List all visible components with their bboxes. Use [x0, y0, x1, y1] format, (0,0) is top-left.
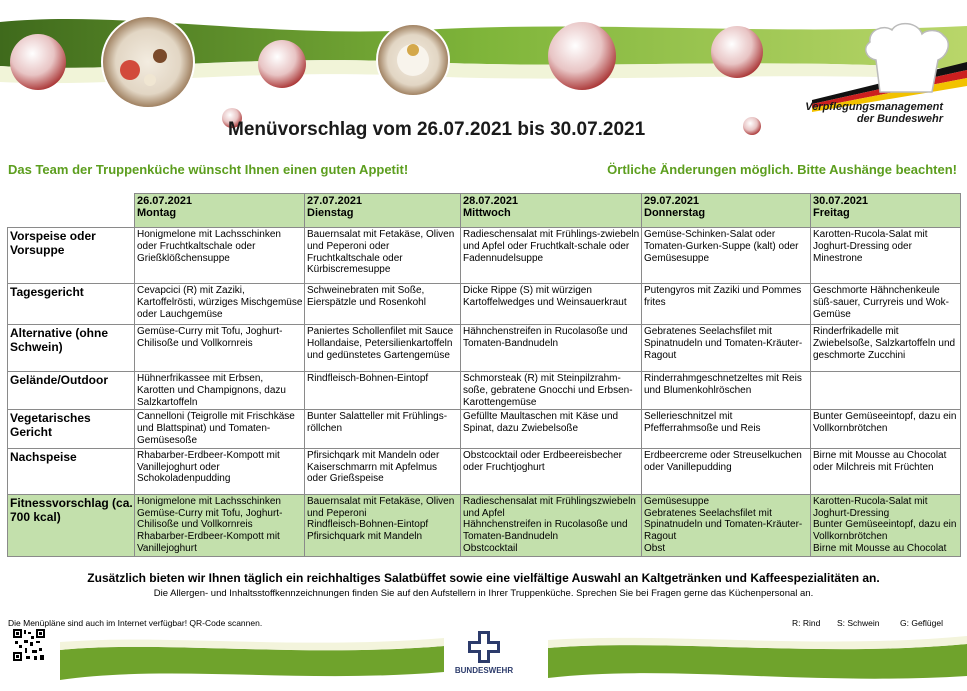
menu-cell: Geschmorte Hähnchenkeule süß-sauer, Curryreis und Wok-Gemüse	[811, 284, 961, 325]
menu-row-vorspeise	[8, 228, 961, 284]
category-label: Alternative (ohne Schwein)	[8, 325, 135, 372]
day-date: 30.07.2021	[813, 195, 869, 207]
fitness-item: Karotten-Rucola-Salat mit Joghurt-Dressing	[813, 495, 928, 519]
menu-row-tagesgericht	[8, 284, 961, 325]
corner-cell	[8, 194, 135, 228]
menu-row-nachspeise	[8, 448, 961, 494]
day-date: 28.07.2021	[463, 195, 519, 207]
menu-row-fitness	[8, 494, 961, 556]
day-weekday: Mittwoch	[463, 207, 511, 219]
greeting-left: Das Team der Truppenküche wünscht Ihnen einen guten Appetit!	[8, 162, 409, 177]
menu-cell: Gemüse-Curry mit Tofu, Joghurt-Chilisoße und Vollkornreis	[135, 325, 305, 372]
greeting-right: Örtliche Änderungen möglich. Bitte Aushänge beachten!	[607, 162, 957, 177]
organization-name	[783, 101, 943, 125]
menu-cell: Obstcocktail oder Erdbeereisbecher oder Fruchtjoghurt	[461, 448, 642, 494]
menu-cell: Hühnerfrikassee mit Erbsen, Karotten und Champignons, dazu Salzkartoffeln	[135, 372, 305, 410]
menu-cell: Gemüse-Schinken-Salat oder Tomaten-Gurken-Suppe (kalt) oder Gemüsesuppe	[642, 228, 811, 284]
allergen-note: Die Allergen- und Inhaltsstoffkennzeichnungen finden Sie auf den Aufstellern in Ihrer Truppenküche. Sprechen Sie bei Fragen gerne das Küchenpersonal an.	[153, 588, 814, 599]
fitness-item: Gemüse-Curry mit Tofu, Joghurt-Chilisoße und Vollkornreis	[137, 507, 283, 531]
menu-cell: Rinderfrikadelle mit Zwiebelsoße, Salzkartoffeln und geschmorte Zucchini	[811, 325, 961, 372]
footer-stripe-left	[60, 628, 444, 688]
menu-cell: Bauernsalat mit Fetakäse, Oliven und Peperoni oder Fruchtkaltschale oder Kürbiscremesuppe	[305, 228, 461, 284]
fitness-item: Hähnchenstreifen in Rucolasoße und Tomaten-Bandnudeln	[463, 519, 628, 543]
day-weekday: Dienstag	[307, 207, 354, 219]
menu-cell: Rinderrahmgeschnetzeltes mit Reis und Blumenkohlröschen	[642, 372, 811, 410]
menu-cell: Rhabarber-Erdbeer-Kompott mit Vanillejoghurt oder Schokoladenpudding	[135, 448, 305, 494]
menu-row-gelaende	[8, 372, 961, 410]
menu-cell: Bunter Salatteller mit Frühlings-röllchen	[305, 410, 461, 448]
menu-cell: Birne mit Mousse au Chocolat oder Milchreis mit Früchten	[811, 448, 961, 494]
fitness-item: Pfirsichquark mit Mandeln	[307, 531, 423, 543]
day-header	[811, 194, 961, 228]
fitness-item: Birne mit Mousse au Chocolat	[813, 542, 947, 554]
category-label: Fitnessvorschlag (ca. 700 kcal)	[8, 494, 135, 556]
category-label: Nachspeise	[8, 448, 135, 494]
menu-cell: Sellerieschnitzel mit Pfefferrahmsoße und Reis	[642, 410, 811, 448]
menu-cell	[642, 494, 811, 556]
menu-cell: Dicke Rippe (S) mit würzigen Kartoffelwedges und Weinsauerkraut	[461, 284, 642, 325]
menu-cell: Putengyros mit Zaziki und Pommes frites	[642, 284, 811, 325]
day-header	[135, 194, 305, 228]
fitness-item: Honigmelone mit Lachsschinken	[137, 495, 281, 507]
legend-gefluegel: G: Geflügel	[900, 618, 943, 628]
menu-cell: Schweinebraten mit Soße, Eierspätzle und Rosenkohl	[305, 284, 461, 325]
menu-cell: Honigmelone mit Lachsschinken oder Fruchtkaltschale oder Grießklößchensuppe	[135, 228, 305, 284]
day-header	[461, 194, 642, 228]
menu-table	[7, 193, 961, 557]
fitness-item: Radieschensalat mit Frühlingszwiebeln und Apfel	[463, 495, 636, 519]
organization-line-2: der Bundeswehr	[856, 113, 943, 125]
menu-cell	[305, 494, 461, 556]
fitness-item: Rhabarber-Erdbeer-Kompott mit Vanillejoghurt	[137, 531, 280, 554]
menu-cell: Gebratenes Seelachsfilet mit Spinatnudeln und Tomaten-Kräuter-Ragout	[642, 325, 811, 372]
fitness-item: Rindfleisch-Bohnen-Eintopf	[307, 519, 429, 531]
menu-row-alternative	[8, 325, 961, 372]
day-weekday: Montag	[137, 207, 177, 219]
menu-cell: Karotten-Rucola-Salat mit Joghurt-Dressing oder Minestrone	[811, 228, 961, 284]
category-label: Tagesgericht	[8, 284, 135, 325]
category-label: Gelände/Outdoor	[8, 372, 135, 410]
menu-cell: Paniertes Schollenfilet mit Sauce Hollandaise, Petersilienkartoffeln und gedünstetes Gartengemüse	[305, 325, 461, 372]
menu-cell: Erdbeercreme oder Streuselkuchen oder Vanillepudding	[642, 448, 811, 494]
menu-cell: Bunter Gemüseeintopf, dazu ein Vollkornbrötchen	[811, 410, 961, 448]
day-header	[305, 194, 461, 228]
menu-cell	[811, 494, 961, 556]
bundeswehr-label: BUNDESWEHR	[454, 666, 514, 675]
legend-schwein: S: Schwein	[837, 618, 880, 628]
legend-rind: R: Rind	[792, 618, 821, 628]
qr-code[interactable]	[12, 628, 46, 662]
day-weekday: Freitag	[813, 207, 850, 219]
day-date: 27.07.2021	[307, 195, 363, 207]
menu-cell: Cannelloni (Teigrolle mit Frischkäse und Blattspinat) und Tomaten-Gemüsesoße	[135, 410, 305, 448]
menu-cell: Rindfleisch-Bohnen-Eintopf	[305, 372, 461, 410]
menu-cell: Gefüllte Maultaschen mit Käse und Spinat, dazu Zwiebelsoße	[461, 410, 642, 448]
day-weekday: Donnerstag	[644, 207, 706, 219]
menu-cell: Pfirsichqark mit Mandeln oder Kaiserschmarrn mit Apfelmus oder Grießspeise	[305, 448, 461, 494]
fitness-item: Gemüsesuppe	[644, 495, 710, 507]
footer-stripe-right	[548, 628, 967, 688]
fitness-item: Obst	[644, 542, 666, 554]
category-label: Vegetarisches Gericht	[8, 410, 135, 448]
menu-cell: Schmorsteak (R) mit Steinpilzrahm-soße, gebratene Gnocchi und Erbsen-Karottengemüse	[461, 372, 642, 410]
fitness-item: Gebratenes Seelachsfilet mit Spinatnudeln und Tomaten-Kräuter-Ragout	[644, 507, 803, 543]
category-label: Vorspeise oder Vorsuppe	[8, 228, 135, 284]
page-title: Menüvorschlag vom 26.07.2021 bis 30.07.2021	[228, 119, 646, 140]
menu-row-vegetarisch	[8, 410, 961, 448]
day-date: 29.07.2021	[644, 195, 700, 207]
fitness-item: Obstcocktail	[463, 542, 518, 554]
day-header	[642, 194, 811, 228]
menu-cell: Cevapcici (R) mit Zaziki, Kartoffelrösti, würziges Mischgemüse oder Lauchgemüse	[135, 284, 305, 325]
organization-line-1: Verpflegungsmanagement	[805, 101, 943, 113]
menu-cell	[135, 494, 305, 556]
day-date: 26.07.2021	[137, 195, 193, 207]
fitness-item: Bunter Gemüseeintopf, dazu ein Vollkornbrötchen	[813, 519, 957, 543]
menu-cell: Hähnchenstreifen in Rucolasoße und Tomaten-Bandnudeln	[461, 325, 642, 372]
bundeswehr-cross-icon	[450, 627, 518, 687]
fitness-item: Bauernsalat mit Fetakäse, Oliven und Peperoni	[307, 495, 455, 519]
menu-cell	[811, 372, 961, 410]
menu-cell: Radieschensalat mit Frühlings-zwiebeln und Apfel oder Fruchtkalt-schale oder Fadennudelsuppe	[461, 228, 642, 284]
salad-buffet-note: Zusätzlich bieten wir Ihnen täglich ein reichhaltiges Salatbüffet sowie eine vielfältige Auswahl an Kaltgetränken und Kaffeespezialitäten an.	[87, 571, 880, 585]
day-header-row	[8, 194, 961, 228]
menu-cell	[461, 494, 642, 556]
online-note: Die Menüpläne sind auch im Internet verfügbar! QR-Code scannen.	[8, 618, 263, 628]
